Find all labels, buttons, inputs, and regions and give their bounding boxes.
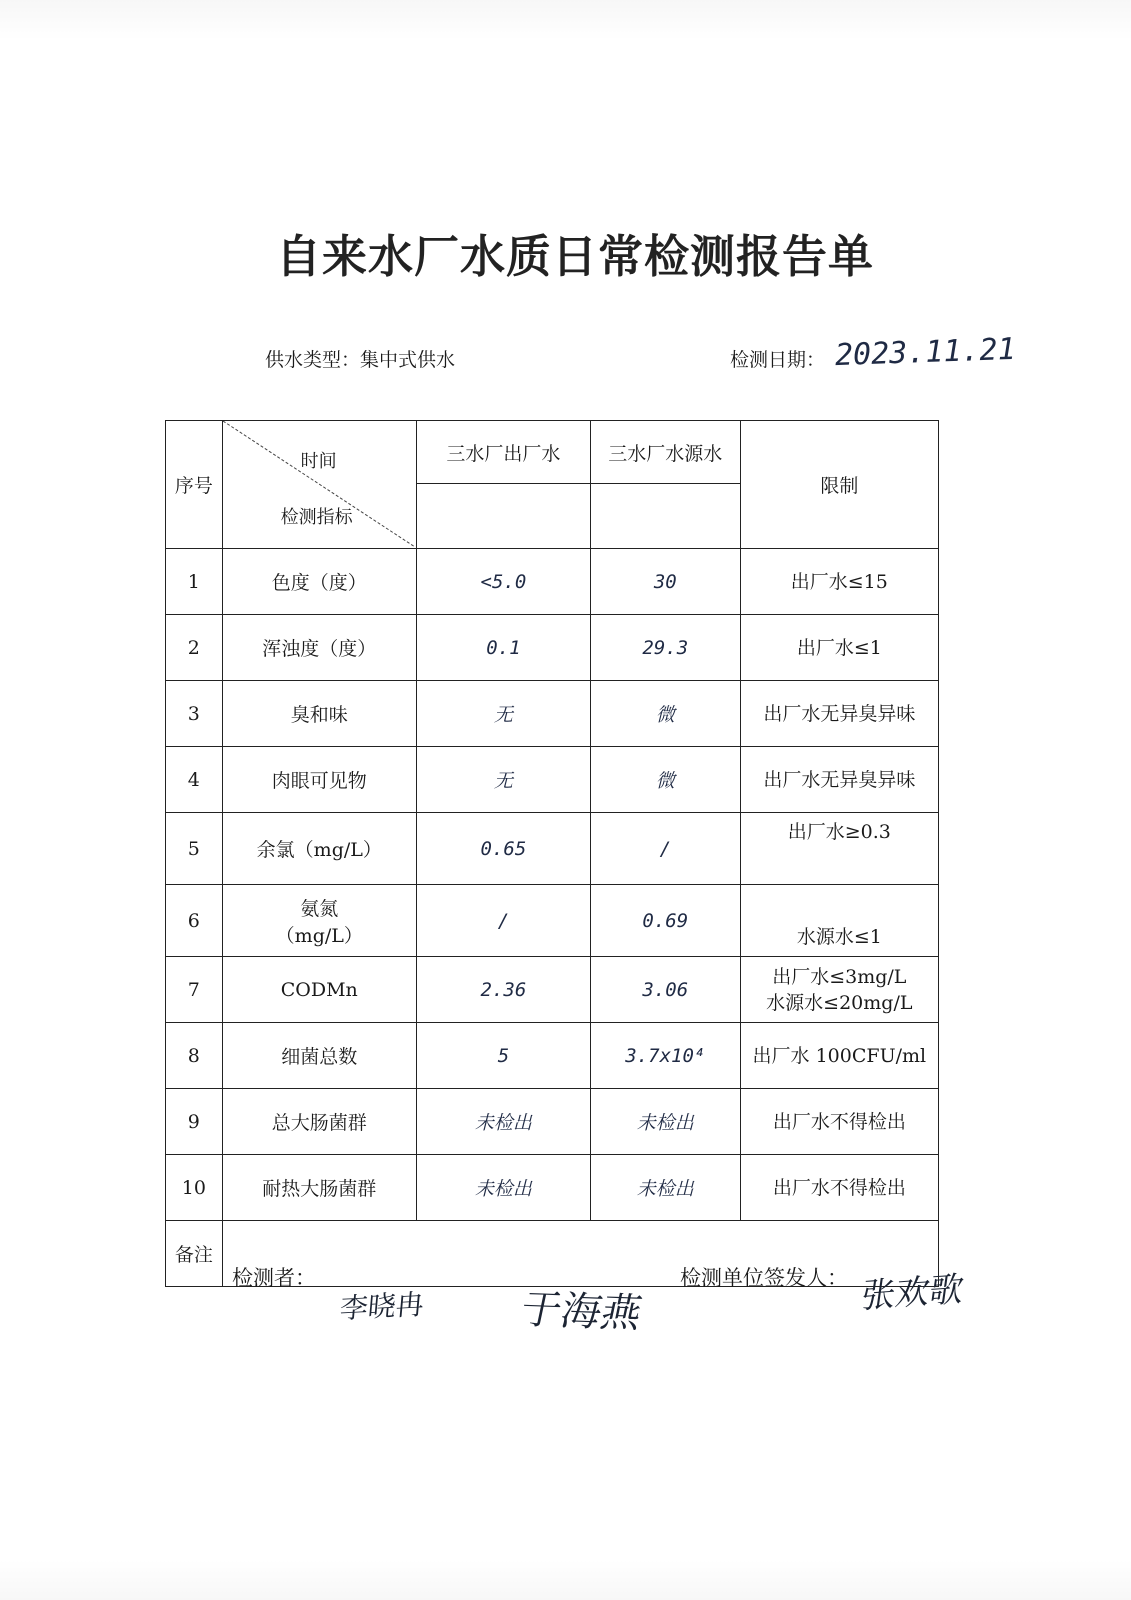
row-no: 9 bbox=[166, 1089, 223, 1155]
row-value-a: 5 bbox=[416, 1023, 590, 1089]
row-value-b: 3.7x10⁴ bbox=[590, 1023, 740, 1089]
table-row bbox=[166, 957, 939, 1023]
date-label: 检测日期： bbox=[730, 349, 826, 371]
table-row bbox=[166, 681, 939, 747]
header-limit: 限制 bbox=[740, 421, 938, 549]
row-value-b: 0.69 bbox=[590, 885, 740, 957]
row-indicator bbox=[222, 885, 416, 957]
row-no: 1 bbox=[166, 549, 223, 615]
table-row bbox=[166, 813, 939, 885]
row-indicator: CODMn bbox=[222, 957, 416, 1023]
row-value-b: 3.06 bbox=[590, 957, 740, 1023]
row-indicator: 肉眼可见物 bbox=[222, 747, 416, 813]
row-no: 5 bbox=[166, 813, 223, 885]
row-limit: 出厂水无异臭异味 bbox=[740, 747, 938, 813]
header-diagonal-cell bbox=[222, 421, 416, 549]
row-limit: 出厂水≤1 bbox=[740, 615, 938, 681]
row-limit: 出厂水不得检出 bbox=[740, 1089, 938, 1155]
row-indicator-line2: （mg/L） bbox=[275, 924, 363, 947]
table-row bbox=[166, 549, 939, 615]
row-indicator: 余氯（mg/L） bbox=[222, 813, 416, 885]
row-value-a: / bbox=[416, 885, 590, 957]
row-value-a: 2.36 bbox=[416, 957, 590, 1023]
row-value-a: <5.0 bbox=[416, 549, 590, 615]
date-value: 2023.11.21 bbox=[834, 331, 1017, 374]
table-row bbox=[166, 1089, 939, 1155]
header-row bbox=[166, 421, 939, 484]
row-value-b: 29.3 bbox=[590, 615, 740, 681]
signer-signature: 张欢歌 bbox=[858, 1269, 967, 1317]
row-value-b: 未检出 bbox=[590, 1089, 740, 1155]
signer-label: 检测单位签发人： bbox=[680, 1266, 848, 1290]
header-col-a: 三水厂出厂水 bbox=[416, 421, 590, 484]
row-indicator: 色度（度） bbox=[222, 549, 416, 615]
row-limit: 出厂水≤15 bbox=[740, 549, 938, 615]
tester2-signature: 于海燕 bbox=[516, 1287, 647, 1337]
remark-label: 备注 bbox=[166, 1221, 223, 1287]
row-value-b: 微 bbox=[590, 747, 740, 813]
row-value-a: 0.65 bbox=[416, 813, 590, 885]
header-no: 序号 bbox=[166, 421, 223, 549]
row-indicator: 总大肠菌群 bbox=[222, 1089, 416, 1155]
row-value-b: 30 bbox=[590, 549, 740, 615]
row-limit-line2: 水源水≤20mg/L bbox=[766, 991, 913, 1014]
row-no: 2 bbox=[166, 615, 223, 681]
table-row bbox=[166, 1023, 939, 1089]
row-value-a: 0.1 bbox=[416, 615, 590, 681]
report-title: 自来水厂水质日常检测报告单 bbox=[275, 230, 874, 283]
tester1-signature: 李晓冉 bbox=[338, 1287, 426, 1326]
header-time: 时间 bbox=[300, 451, 337, 472]
row-value-b: / bbox=[590, 813, 740, 885]
row-value-a: 未检出 bbox=[416, 1089, 590, 1155]
row-no: 4 bbox=[166, 747, 223, 813]
row-limit: 水源水≤1 bbox=[740, 885, 938, 957]
supply-type: 供水类型：集中式供水 bbox=[265, 349, 456, 371]
row-value-a: 无 bbox=[416, 747, 590, 813]
header-col-b: 三水厂水源水 bbox=[590, 421, 740, 484]
row-limit: 出厂水 100CFU/ml bbox=[740, 1023, 938, 1089]
header-indicator: 检测指标 bbox=[280, 507, 353, 528]
row-value-b: 未检出 bbox=[590, 1155, 740, 1221]
header-col-a-empty bbox=[416, 484, 590, 549]
row-value-a: 未检出 bbox=[416, 1155, 590, 1221]
row-indicator-line1: 氨氮 bbox=[300, 897, 339, 920]
row-no: 10 bbox=[166, 1155, 223, 1221]
row-limit: 出厂水无异臭异味 bbox=[740, 681, 938, 747]
row-no: 8 bbox=[166, 1023, 223, 1089]
row-value-a: 无 bbox=[416, 681, 590, 747]
row-indicator: 浑浊度（度） bbox=[222, 615, 416, 681]
row-indicator: 耐热大肠菌群 bbox=[222, 1155, 416, 1221]
table-row bbox=[166, 1155, 939, 1221]
row-limit: 出厂水不得检出 bbox=[740, 1155, 938, 1221]
row-no: 6 bbox=[166, 885, 223, 957]
row-indicator: 臭和味 bbox=[222, 681, 416, 747]
row-limit: 出厂水≥0.3 bbox=[740, 813, 938, 885]
row-value-b: 微 bbox=[590, 681, 740, 747]
row-no: 7 bbox=[166, 957, 223, 1023]
tester-label: 检测者： bbox=[232, 1266, 316, 1290]
table-row bbox=[166, 747, 939, 813]
report-table bbox=[165, 420, 939, 1287]
table-row bbox=[166, 615, 939, 681]
row-limit bbox=[740, 957, 938, 1023]
header-col-b-empty bbox=[590, 484, 740, 549]
row-indicator: 细菌总数 bbox=[222, 1023, 416, 1089]
row-no: 3 bbox=[166, 681, 223, 747]
table-row bbox=[166, 885, 939, 957]
row-limit-line1: 出厂水≤3mg/L bbox=[772, 965, 907, 988]
